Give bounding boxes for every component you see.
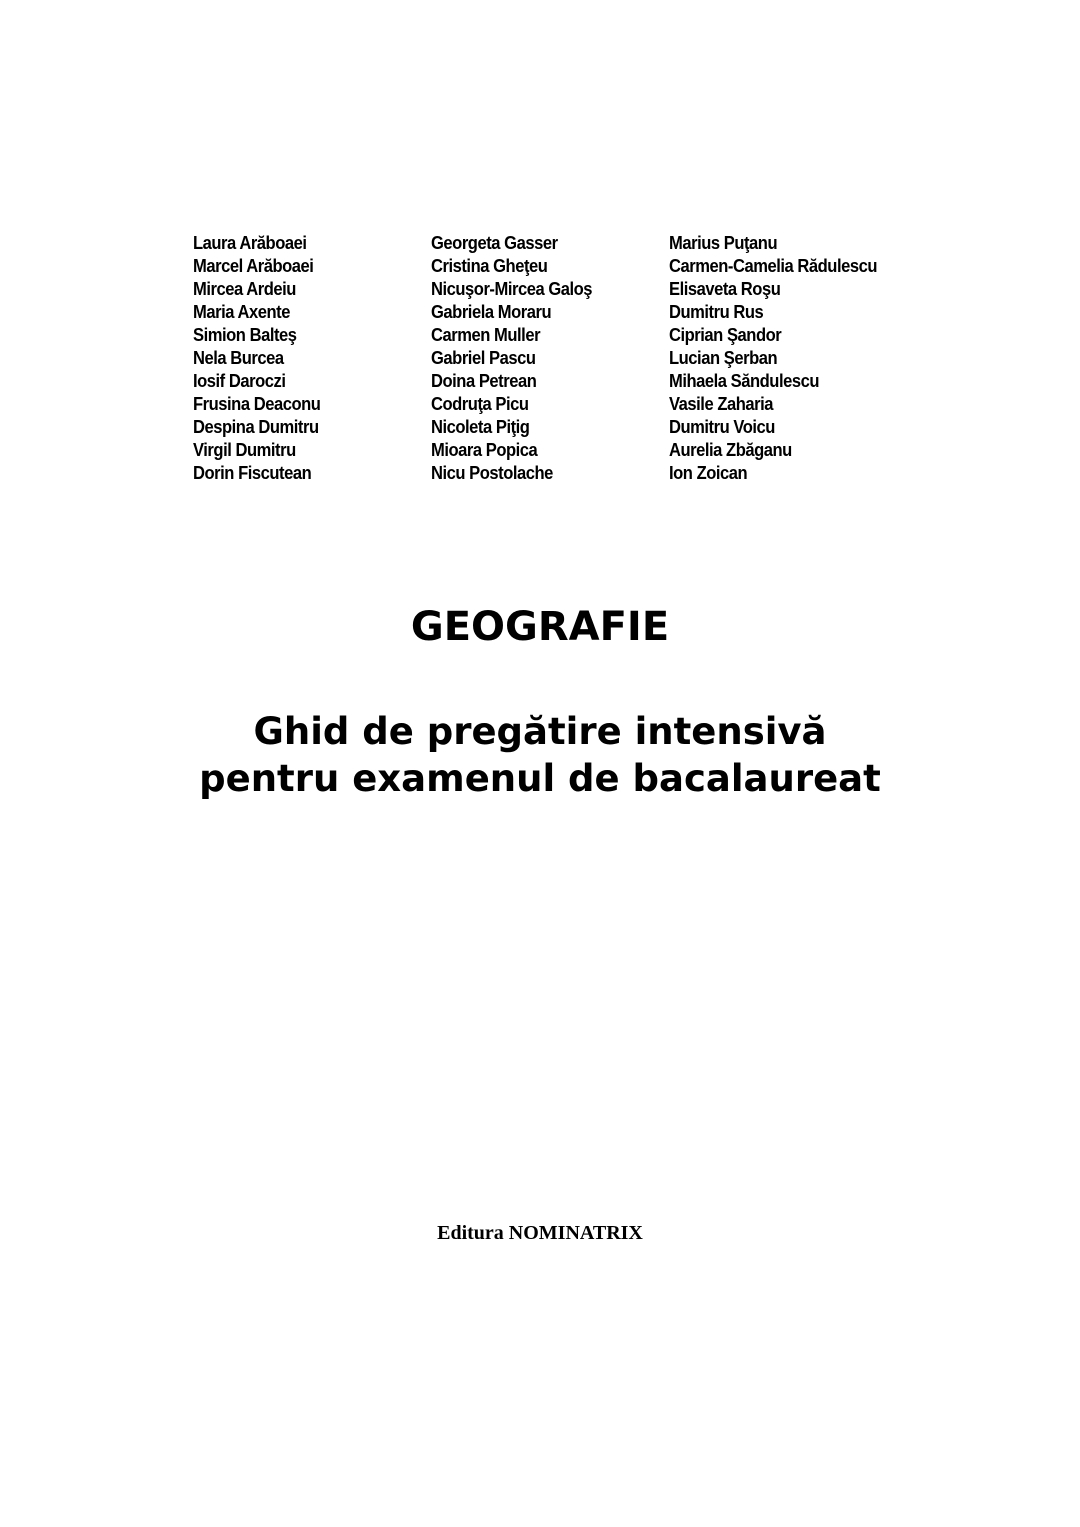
author-name: Nicu Postolache: [431, 463, 553, 483]
author-name: Ciprian Şandor: [669, 325, 782, 345]
author-name: Cristina Gheţeu: [431, 256, 548, 276]
author-name: Nela Burcea: [193, 348, 284, 368]
subtitle-line-2: pentru examenul de bacalaureat: [199, 757, 881, 800]
author-name: Elisaveta Roşu: [669, 279, 781, 299]
author-name: Dorin Fiscutean: [193, 463, 312, 483]
author-column-2: [431, 232, 606, 485]
author-name: Gabriela Moraru: [431, 302, 552, 322]
author-name: Dumitru Rus: [669, 302, 764, 322]
author-name: Dumitru Voicu: [669, 417, 775, 437]
author-column-3: [669, 232, 895, 485]
author-name: Frusina Deaconu: [193, 394, 321, 414]
author-name: Iosif Daroczi: [193, 371, 286, 391]
publisher-name: Editura NOMINATRIX: [437, 1222, 643, 1244]
author-name: Mioara Popica: [431, 440, 538, 460]
author-name: Simion Balteş: [193, 325, 297, 345]
author-name: Marius Puţanu: [669, 233, 778, 253]
author-name: Nicuşor-Mircea Galoş: [431, 279, 593, 299]
author-name: Despina Dumitru: [193, 417, 319, 437]
author-name: Nicoleta Piţig: [431, 417, 530, 437]
author-name: Vasile Zaharia: [669, 394, 774, 414]
author-name: Carmen Muller: [431, 325, 541, 345]
author-name: Aurelia Zbăganu: [669, 440, 792, 460]
author-name: Mircea Ardeiu: [193, 279, 296, 299]
author-name: Maria Axente: [193, 302, 290, 322]
author-column-1: [193, 232, 332, 485]
author-name: Gabriel Pascu: [431, 348, 536, 368]
author-name: Codruţa Picu: [431, 394, 529, 414]
author-name: Mihaela Săndulescu: [669, 371, 820, 391]
author-name: Ion Zoican: [669, 463, 748, 483]
book-title: GEOGRAFIE: [410, 604, 670, 650]
author-name: Carmen-Camelia Rădulescu: [669, 256, 878, 276]
author-name: Virgil Dumitru: [193, 440, 296, 460]
subtitle-line-1: Ghid de pregătire intensivă: [253, 710, 827, 753]
author-name: Doina Petrean: [431, 371, 537, 391]
author-name: Marcel Arăboaei: [193, 256, 314, 276]
author-name: Lucian Şerban: [669, 348, 778, 368]
author-list: [0, 232, 1080, 492]
author-name: Laura Arăboaei: [193, 233, 307, 253]
author-name: Georgeta Gasser: [431, 233, 558, 253]
book-subtitle: [0, 708, 1080, 802]
